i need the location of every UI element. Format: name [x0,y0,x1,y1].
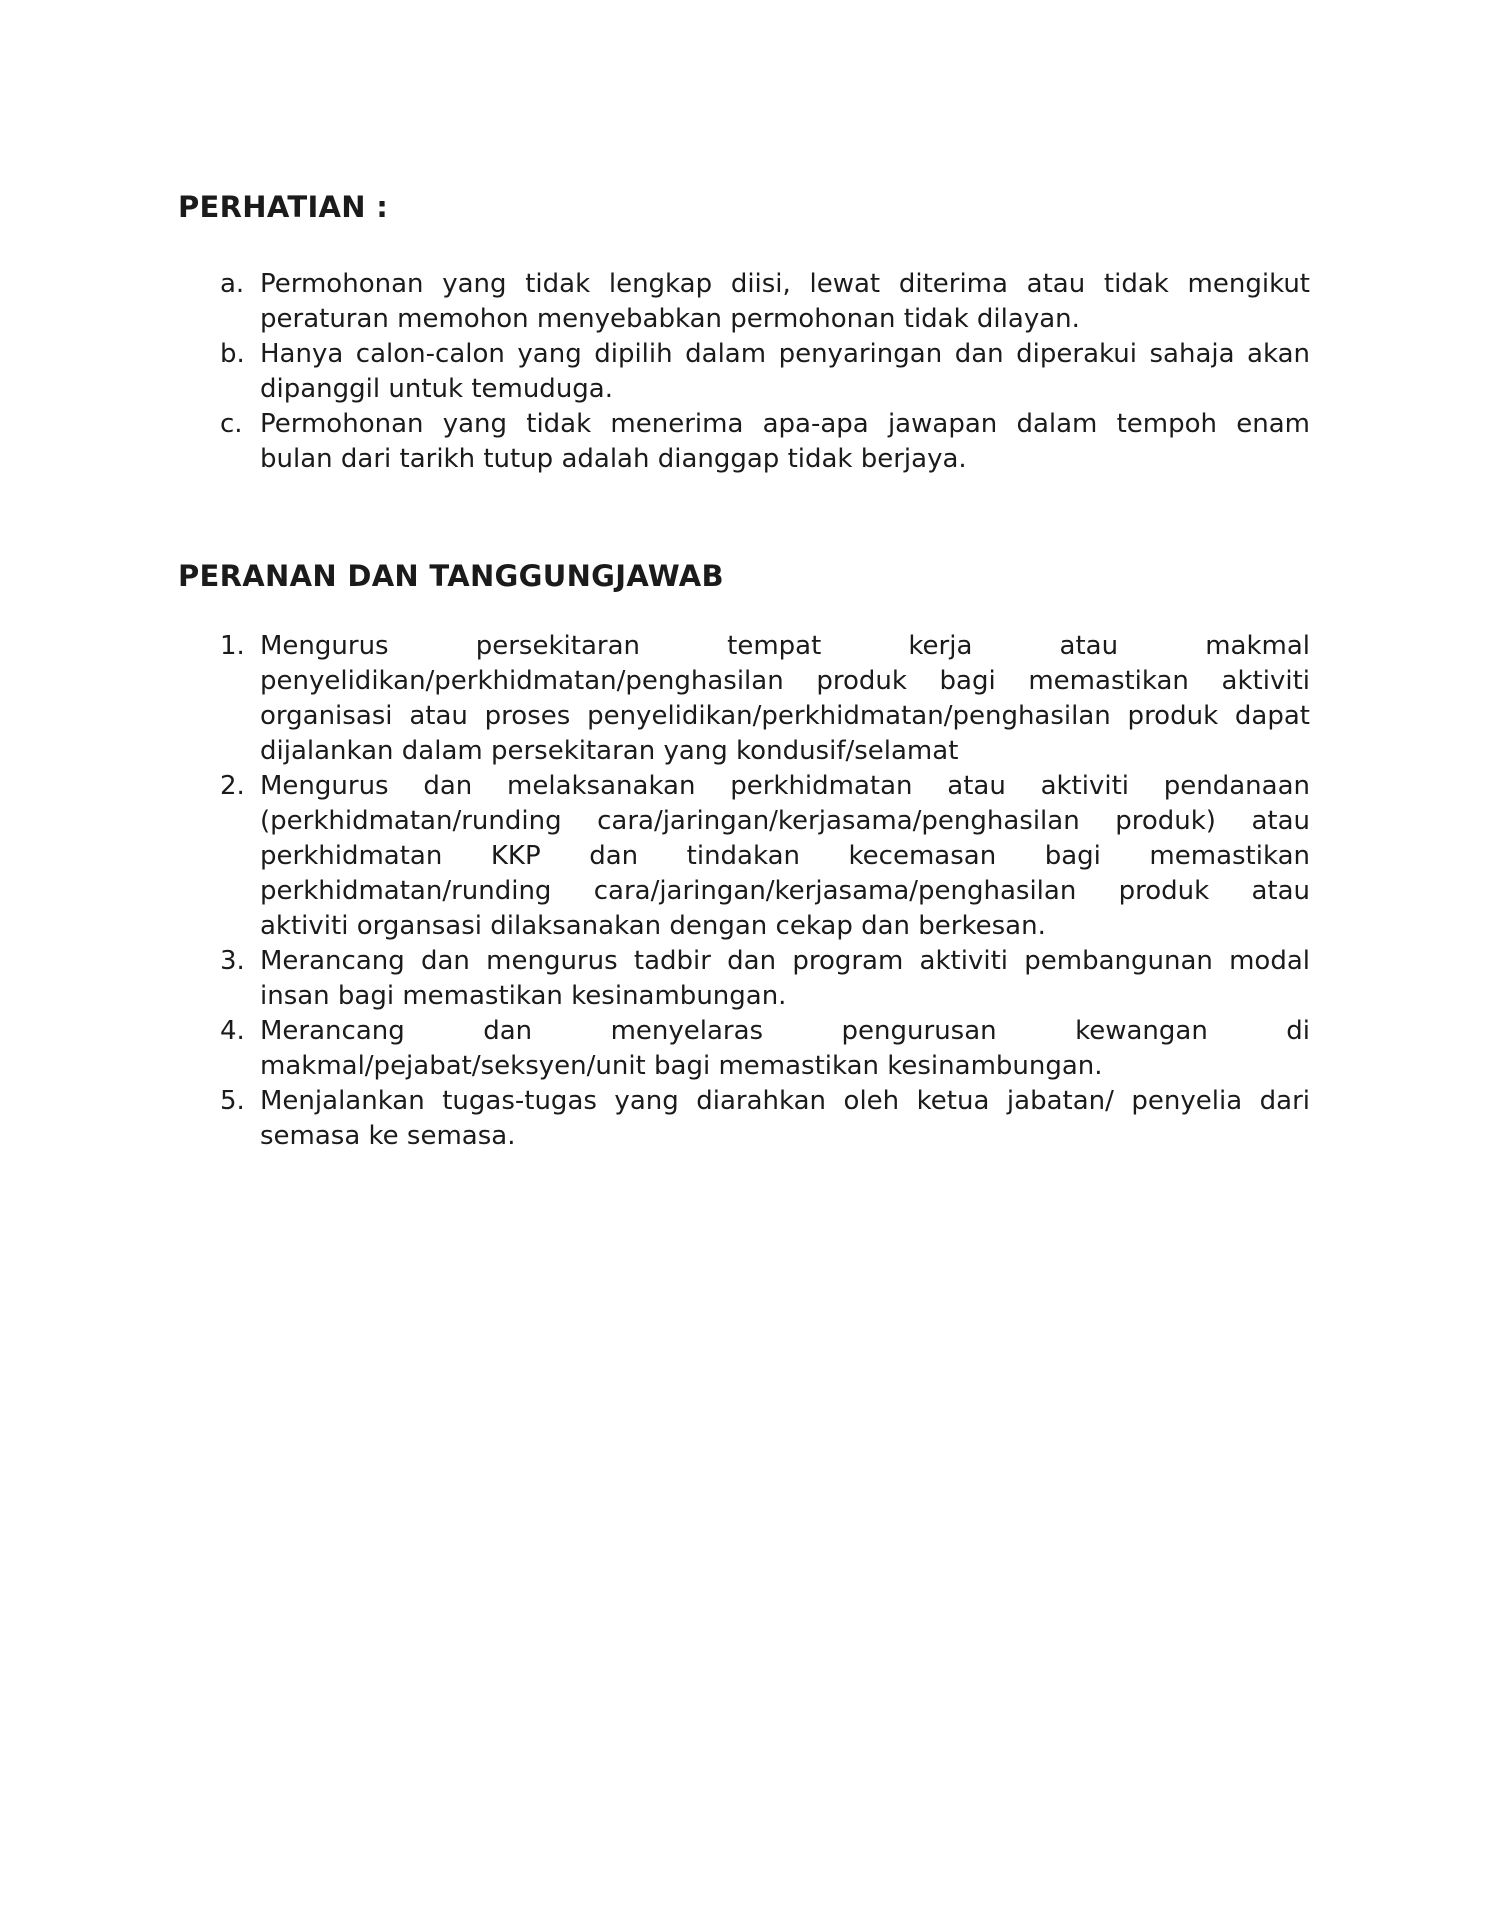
list-item [178,337,1310,407]
text-line: dijalankan dalam persekitaran yang kondusif/selamat [260,736,959,766]
list-item [178,407,1310,477]
list-marker: 2. [220,771,245,801]
text-line: organisasi atau proses penyelidikan/perkhidmatan/penghasilan produk dapat [260,701,1310,731]
list-item-text [260,337,1310,407]
duties-list [178,629,1310,1154]
notice-list [178,267,1310,477]
text-line: Permohonan yang tidak menerima apa-apa jawapan dalam tempoh enam [260,409,1310,439]
list-marker: 1. [220,631,245,661]
text-line: Merancang dan menyelaras pengurusan kewangan di [260,1016,1310,1046]
list-marker: 5. [220,1086,245,1116]
text-line: penyelidikan/perkhidmatan/penghasilan produk bagi memastikan aktiviti [260,666,1310,696]
list-item-text [260,629,1310,769]
section-peranan [178,559,1310,1154]
list-item-text [260,944,1310,1014]
text-line: bulan dari tarikh tutup adalah dianggap tidak berjaya. [260,444,967,474]
text-line: insan bagi memastikan kesinambungan. [260,981,787,1011]
text-line: semasa ke semasa. [260,1121,516,1151]
list-marker: c. [220,409,243,439]
section-perhatian [178,190,1310,477]
list-marker: 3. [220,946,245,976]
list-item-text [260,1014,1310,1084]
text-line: perkhidmatan KKP dan tindakan kecemasan bagi memastikan [260,841,1310,871]
text-line: (perkhidmatan/runding cara/jaringan/kerjasama/penghasilan produk) atau [260,806,1310,836]
list-marker: 4. [220,1016,245,1046]
list-item [178,629,1310,769]
list-item [178,944,1310,1014]
text-line: perkhidmatan/runding cara/jaringan/kerjasama/penghasilan produk atau [260,876,1310,906]
text-line: Permohonan yang tidak lengkap diisi, lewat diterima atau tidak mengikut [260,269,1310,299]
list-item-text [260,1084,1310,1154]
text-line: makmal/pejabat/seksyen/unit bagi memastikan kesinambungan. [260,1051,1103,1081]
list-item [178,1014,1310,1084]
list-marker: b. [220,339,245,369]
list-item [178,769,1310,944]
list-item [178,267,1310,337]
text-line: Merancang dan mengurus tadbir dan program aktiviti pembangunan modal [260,946,1310,976]
text-line: Mengurus persekitaran tempat kerja atau makmal [260,631,1310,661]
list-item [178,1084,1310,1154]
list-marker: a. [220,269,245,299]
text-line: Hanya calon-calon yang dipilih dalam penyaringan dan diperakui sahaja akan [260,339,1310,369]
text-line: dipanggil untuk temuduga. [260,374,613,404]
list-item-text [260,407,1310,477]
text-line: aktiviti organsasi dilaksanakan dengan cekap dan berkesan. [260,911,1046,941]
list-item-text [260,769,1310,944]
section-heading-peranan: PERANAN DAN TANGGUNGJAWAB [178,559,724,593]
text-line: Menjalankan tugas-tugas yang diarahkan oleh ketua jabatan/ penyelia dari [260,1086,1310,1116]
list-item-text [260,267,1310,337]
text-line: Mengurus dan melaksanakan perkhidmatan atau aktiviti pendanaan [260,771,1310,801]
text-line: peraturan memohon menyebabkan permohonan tidak dilayan. [260,304,1080,334]
section-heading-perhatian: PERHATIAN : [178,190,389,224]
